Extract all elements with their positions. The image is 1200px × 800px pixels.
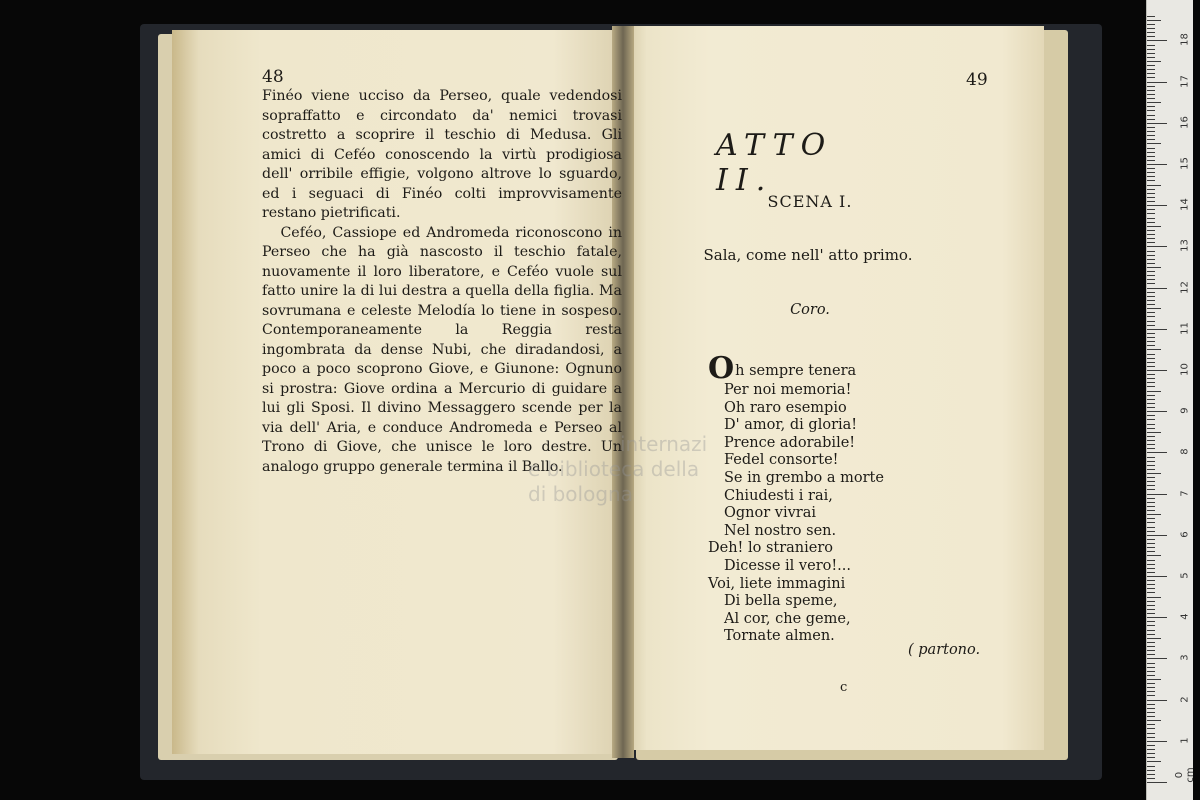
ruler-tick <box>1147 395 1155 396</box>
ruler-tick <box>1147 40 1167 41</box>
ruler-tick <box>1147 193 1155 194</box>
ruler-tick <box>1147 152 1155 153</box>
ruler-tick <box>1147 386 1155 387</box>
ruler-tick <box>1147 757 1155 758</box>
scene-title: SCENA I. <box>767 192 853 211</box>
ruler-number: 9 <box>1179 407 1191 414</box>
ruler-tick <box>1147 551 1155 552</box>
ruler-number: 17 <box>1179 74 1191 88</box>
ruler-tick <box>1147 49 1155 50</box>
ruler-tick <box>1147 329 1167 330</box>
ruler-tick <box>1147 378 1155 379</box>
ruler-tick <box>1147 481 1155 482</box>
ruler-tick <box>1147 778 1155 779</box>
stage-direction: Sala, come nell' atto primo. <box>703 246 913 264</box>
ruler-tick <box>1147 267 1161 268</box>
ruler-tick <box>1147 251 1155 252</box>
ruler-tick <box>1147 189 1155 190</box>
ruler-tick <box>1147 349 1161 350</box>
ruler-tick <box>1147 316 1155 317</box>
ruler-tick <box>1147 325 1155 326</box>
ruler-tick <box>1147 283 1155 284</box>
ruler-number: 4 <box>1179 613 1191 620</box>
ruler-tick <box>1147 242 1155 243</box>
library-watermark <box>528 432 728 507</box>
ruler-tick <box>1147 560 1155 561</box>
right-page-number: 49 <box>966 70 988 90</box>
ruler-tick <box>1147 255 1155 256</box>
ruler-tick <box>1147 275 1155 276</box>
measurement-ruler <box>1146 0 1196 800</box>
ruler-tick <box>1147 663 1155 664</box>
ruler-tick <box>1147 53 1155 54</box>
ruler-number: 8 <box>1179 448 1191 456</box>
ruler-tick <box>1147 263 1155 264</box>
ruler-tick <box>1147 564 1155 565</box>
ruler-tick <box>1147 77 1155 78</box>
ruler-tick <box>1147 106 1155 107</box>
ruler-tick <box>1147 238 1155 239</box>
ruler-tick <box>1147 354 1155 355</box>
ruler-tick <box>1147 424 1155 425</box>
ruler-tick <box>1147 597 1161 598</box>
ruler-tick <box>1147 226 1161 227</box>
left-page-text <box>262 87 622 477</box>
ruler-number: 10 <box>1179 363 1191 376</box>
ruler-tick <box>1147 345 1155 346</box>
ruler-tick <box>1147 489 1155 490</box>
ruler-tick <box>1147 304 1155 305</box>
ruler-tick <box>1147 650 1155 651</box>
ruler-tick <box>1147 218 1155 219</box>
verse-line: Ognor vivrai <box>724 505 817 522</box>
ruler-tick <box>1147 110 1155 111</box>
ruler-tick <box>1147 522 1155 523</box>
ruler-tick <box>1147 584 1155 585</box>
ruler-tick <box>1147 185 1161 186</box>
ruler-tick <box>1147 745 1155 746</box>
ruler-tick <box>1147 28 1155 29</box>
ruler-number: 13 <box>1179 239 1191 253</box>
ruler-tick <box>1147 20 1161 21</box>
ruler-tick <box>1147 494 1167 495</box>
ruler-tick <box>1147 444 1155 445</box>
ruler-tick <box>1147 510 1155 511</box>
ruler-tick <box>1147 753 1155 754</box>
ruler-tick <box>1147 535 1167 536</box>
watermark-line: di bologna <box>528 482 633 506</box>
ruler-tick <box>1147 621 1155 622</box>
watermark-line: internazi <box>620 432 708 456</box>
ruler-tick <box>1147 333 1155 334</box>
ruler-tick <box>1147 440 1155 441</box>
ruler-tick <box>1147 156 1155 157</box>
ruler-tick <box>1147 502 1155 503</box>
ruler-tick <box>1147 568 1155 569</box>
ruler-tick <box>1147 448 1155 449</box>
ruler-tick <box>1147 288 1167 289</box>
ruler-tick <box>1147 695 1155 696</box>
ruler-tick <box>1147 205 1167 206</box>
ruler-tick <box>1147 601 1155 602</box>
ruler-tick <box>1147 555 1161 556</box>
ruler-tick <box>1147 609 1155 610</box>
ruler-tick <box>1147 296 1155 297</box>
ruler-tick <box>1147 576 1167 577</box>
ruler-tick <box>1147 168 1155 169</box>
ruler-tick <box>1147 337 1155 338</box>
ruler-tick <box>1147 613 1155 614</box>
ruler-tick <box>1147 415 1155 416</box>
ruler-tick <box>1147 98 1155 99</box>
ruler-tick <box>1147 399 1155 400</box>
ruler-number: 15 <box>1179 157 1191 170</box>
ruler-tick <box>1147 691 1155 692</box>
ruler-tick <box>1147 506 1155 507</box>
ruler-number: 5 <box>1179 572 1191 579</box>
ruler-tick <box>1147 246 1167 247</box>
ruler-tick <box>1147 69 1155 70</box>
ruler-tick <box>1147 148 1155 149</box>
ruler-tick <box>1147 135 1155 136</box>
exit-direction: ( partono. <box>908 642 981 658</box>
ruler-tick <box>1147 197 1155 198</box>
verse-line: Deh! lo straniero <box>708 540 834 557</box>
ruler-tick <box>1147 667 1155 668</box>
ruler-tick <box>1147 432 1161 433</box>
ruler-number: 2 <box>1179 695 1191 703</box>
ruler-tick <box>1147 362 1155 363</box>
ruler-tick <box>1147 45 1155 46</box>
ruler-tick <box>1147 654 1155 655</box>
ruler-tick <box>1147 630 1155 631</box>
ruler-tick <box>1147 94 1155 95</box>
ruler-tick <box>1147 419 1155 420</box>
verse-line: D' amor, di gloria! <box>724 417 858 434</box>
ruler-tick <box>1147 704 1155 705</box>
ruler-tick <box>1147 407 1155 408</box>
ruler-tick <box>1147 592 1155 593</box>
ruler-number: 6 <box>1179 531 1191 538</box>
ruler-tick <box>1147 766 1155 767</box>
ruler-tick <box>1147 403 1155 404</box>
verse-line: Al cor, che geme, <box>724 610 851 627</box>
ruler-tick <box>1147 774 1155 775</box>
ruler-number: 18 <box>1179 33 1191 47</box>
watermark-line: e biblioteca della <box>528 457 700 481</box>
ruler-tick <box>1147 588 1155 589</box>
ruler-tick <box>1147 683 1155 684</box>
ruler-number: 1 <box>1179 737 1191 744</box>
ruler-tick <box>1147 720 1161 721</box>
ruler-tick <box>1147 90 1155 91</box>
ruler-tick <box>1147 457 1155 458</box>
ruler-tick <box>1147 749 1155 750</box>
ruler-tick <box>1147 469 1155 470</box>
ruler-tick <box>1147 700 1167 701</box>
ruler-tick <box>1147 86 1155 87</box>
ruler-tick <box>1147 321 1155 322</box>
verse-line: Dicesse il vero!... <box>724 557 852 574</box>
ruler-tick <box>1147 292 1155 293</box>
ruler-number: 14 <box>1179 198 1191 212</box>
ruler-tick <box>1147 724 1155 725</box>
ruler-number: 3 <box>1179 654 1191 662</box>
ruler-tick <box>1147 547 1155 548</box>
ruler-tick <box>1147 209 1155 210</box>
ruler-tick <box>1147 531 1155 532</box>
ruler-tick <box>1147 514 1161 515</box>
ruler-tick <box>1147 733 1155 734</box>
ruler-tick <box>1147 119 1155 120</box>
ruler-tick <box>1147 625 1155 626</box>
ruler-tick <box>1147 518 1155 519</box>
ruler-tick <box>1147 543 1155 544</box>
ruler-tick <box>1147 646 1155 647</box>
ruler-tick <box>1147 638 1161 639</box>
verse-line: Fedel consorte! <box>724 452 839 469</box>
ruler-tick <box>1147 391 1161 392</box>
verse-block <box>708 351 884 646</box>
ruler-tick <box>1147 716 1155 717</box>
ruler-tick <box>1147 180 1155 181</box>
ruler-tick <box>1147 213 1155 214</box>
ruler-tick <box>1147 741 1167 742</box>
ruler-tick <box>1147 271 1155 272</box>
ruler-tick <box>1147 679 1161 680</box>
ruler-tick <box>1147 671 1155 672</box>
verse-line: Oh raro esempio <box>724 399 847 416</box>
ruler-unit-label: 0 cm <box>1174 767 1196 783</box>
ruler-tick <box>1147 172 1155 173</box>
ruler-tick <box>1147 374 1155 375</box>
ruler-tick <box>1147 259 1155 260</box>
ruler-tick <box>1147 465 1155 466</box>
ruler-tick <box>1147 580 1155 581</box>
ruler-tick <box>1147 176 1155 177</box>
ruler-number: 12 <box>1179 280 1191 294</box>
verse-line: Se in grembo a morte <box>724 469 884 486</box>
ruler-tick <box>1147 139 1155 140</box>
ruler-tick <box>1147 308 1161 309</box>
ruler-tick <box>1147 73 1155 74</box>
ruler-tick <box>1147 428 1155 429</box>
ruler-tick <box>1147 300 1155 301</box>
ruler-tick <box>1147 127 1155 128</box>
ruler-tick <box>1147 234 1155 235</box>
ruler-tick <box>1147 712 1155 713</box>
chorus-label: Coro. <box>790 302 830 318</box>
ruler-tick <box>1147 708 1155 709</box>
ruler-number: 11 <box>1179 321 1191 335</box>
signature-mark: c <box>840 680 848 695</box>
ruler-tick <box>1147 164 1167 165</box>
ruler-tick <box>1147 477 1155 478</box>
ruler-tick <box>1147 222 1155 223</box>
ruler-tick <box>1147 65 1155 66</box>
verse-line: Di bella speme, <box>724 593 838 610</box>
ruler-tick <box>1147 675 1155 676</box>
verse-line: Voi, liete immagini <box>708 575 846 592</box>
ruler-tick <box>1147 160 1155 161</box>
ruler-tick <box>1147 370 1167 371</box>
ruler-tick <box>1147 382 1155 383</box>
ruler-tick <box>1147 539 1155 540</box>
ruler-tick <box>1147 782 1167 783</box>
ruler-tick <box>1147 498 1155 499</box>
ruler-number: 16 <box>1179 115 1191 129</box>
paragraph-1: Finéo viene ucciso da Perseo, quale vedendosi sopraffatto e circondato da' nemici trovasi costretto a scoprire il teschio di Medusa. Gli amici di Ceféo conoscendo la virtù prodigiosa dell' orribile effigie, volgono altrove lo sguardo, ed i seguaci di Finéo colti improvvisamente restano pietrificati. <box>262 88 622 221</box>
ruler-tick <box>1147 617 1167 618</box>
ruler-tick <box>1147 737 1155 738</box>
ruler-tick <box>1147 728 1155 729</box>
ruler-tick <box>1147 452 1167 453</box>
ruler-tick <box>1147 230 1155 231</box>
ruler-tick <box>1147 761 1161 762</box>
ruler-tick <box>1147 411 1167 412</box>
ruler-tick <box>1147 36 1155 37</box>
ruler-tick <box>1147 461 1155 462</box>
ruler-tick <box>1147 123 1167 124</box>
ruler-tick <box>1147 436 1155 437</box>
ruler-tick <box>1147 312 1155 313</box>
ruler-tick <box>1147 687 1155 688</box>
ruler-tick <box>1147 473 1161 474</box>
ruler-tick <box>1147 358 1155 359</box>
left-page-number: 48 <box>262 67 284 87</box>
ruler-tick <box>1147 82 1167 83</box>
verse-line: Chiudesti i rai, <box>724 487 833 504</box>
paragraph-2: Ceféo, Cassiope ed Andromeda riconoscono in Perseo che ha già nascosto il teschio fatale, nuovamente il loro liberatore, e Ceféo vuole sul fatto unire la di lui destra a quella della figlia. Ma sovrumana e celeste Melodía lo tiene in sospeso. Contemporaneamente la Reggia resta ingombrata da dense Nubi, che diradandosi, a poco a poco scoprono Giove, e Giunone: Ognuno si prostra: Giove ordina a Mercurio di guidare a lui gli Sposi. Il divino Messaggero scende per la via dell' Aria, e conduce Andromeda e Perseo al Trono di Giove, che unisce le loro destre. Un analogo gruppo generale termina il Ballo. <box>262 224 622 475</box>
verse-line: Per noi memoria! <box>724 382 852 398</box>
act-title: ATTO II. <box>716 128 834 198</box>
ruler-tick <box>1147 57 1155 58</box>
ruler-tick <box>1147 279 1155 280</box>
ruler-tick <box>1147 131 1155 132</box>
ruler-tick <box>1147 102 1161 103</box>
ruler-tick <box>1147 658 1167 659</box>
ruler-tick <box>1147 115 1155 116</box>
verse-line: Nel nostro sen. <box>724 522 837 539</box>
ruler-tick <box>1147 605 1155 606</box>
ruler-tick <box>1147 61 1161 62</box>
ruler-number: 7 <box>1179 489 1191 497</box>
ruler-tick <box>1147 16 1155 17</box>
ruler-tick <box>1147 527 1155 528</box>
verse-line: Prence adorabile! <box>724 434 856 451</box>
ruler-tick <box>1147 770 1155 771</box>
ruler-tick <box>1147 341 1155 342</box>
dropcap: O <box>708 351 735 386</box>
ruler-tick <box>1147 642 1155 643</box>
ruler-tick <box>1147 366 1155 367</box>
ruler-tick <box>1147 485 1155 486</box>
ruler-tick <box>1147 32 1155 33</box>
ruler-tick <box>1147 143 1161 144</box>
verse-line: Oh sempre tenera <box>708 351 857 386</box>
verse-line: Tornate almen. <box>724 628 835 645</box>
ruler-tick <box>1147 24 1155 25</box>
ruler-tick <box>1147 201 1155 202</box>
ruler-tick <box>1147 634 1155 635</box>
ruler-tick <box>1147 572 1155 573</box>
